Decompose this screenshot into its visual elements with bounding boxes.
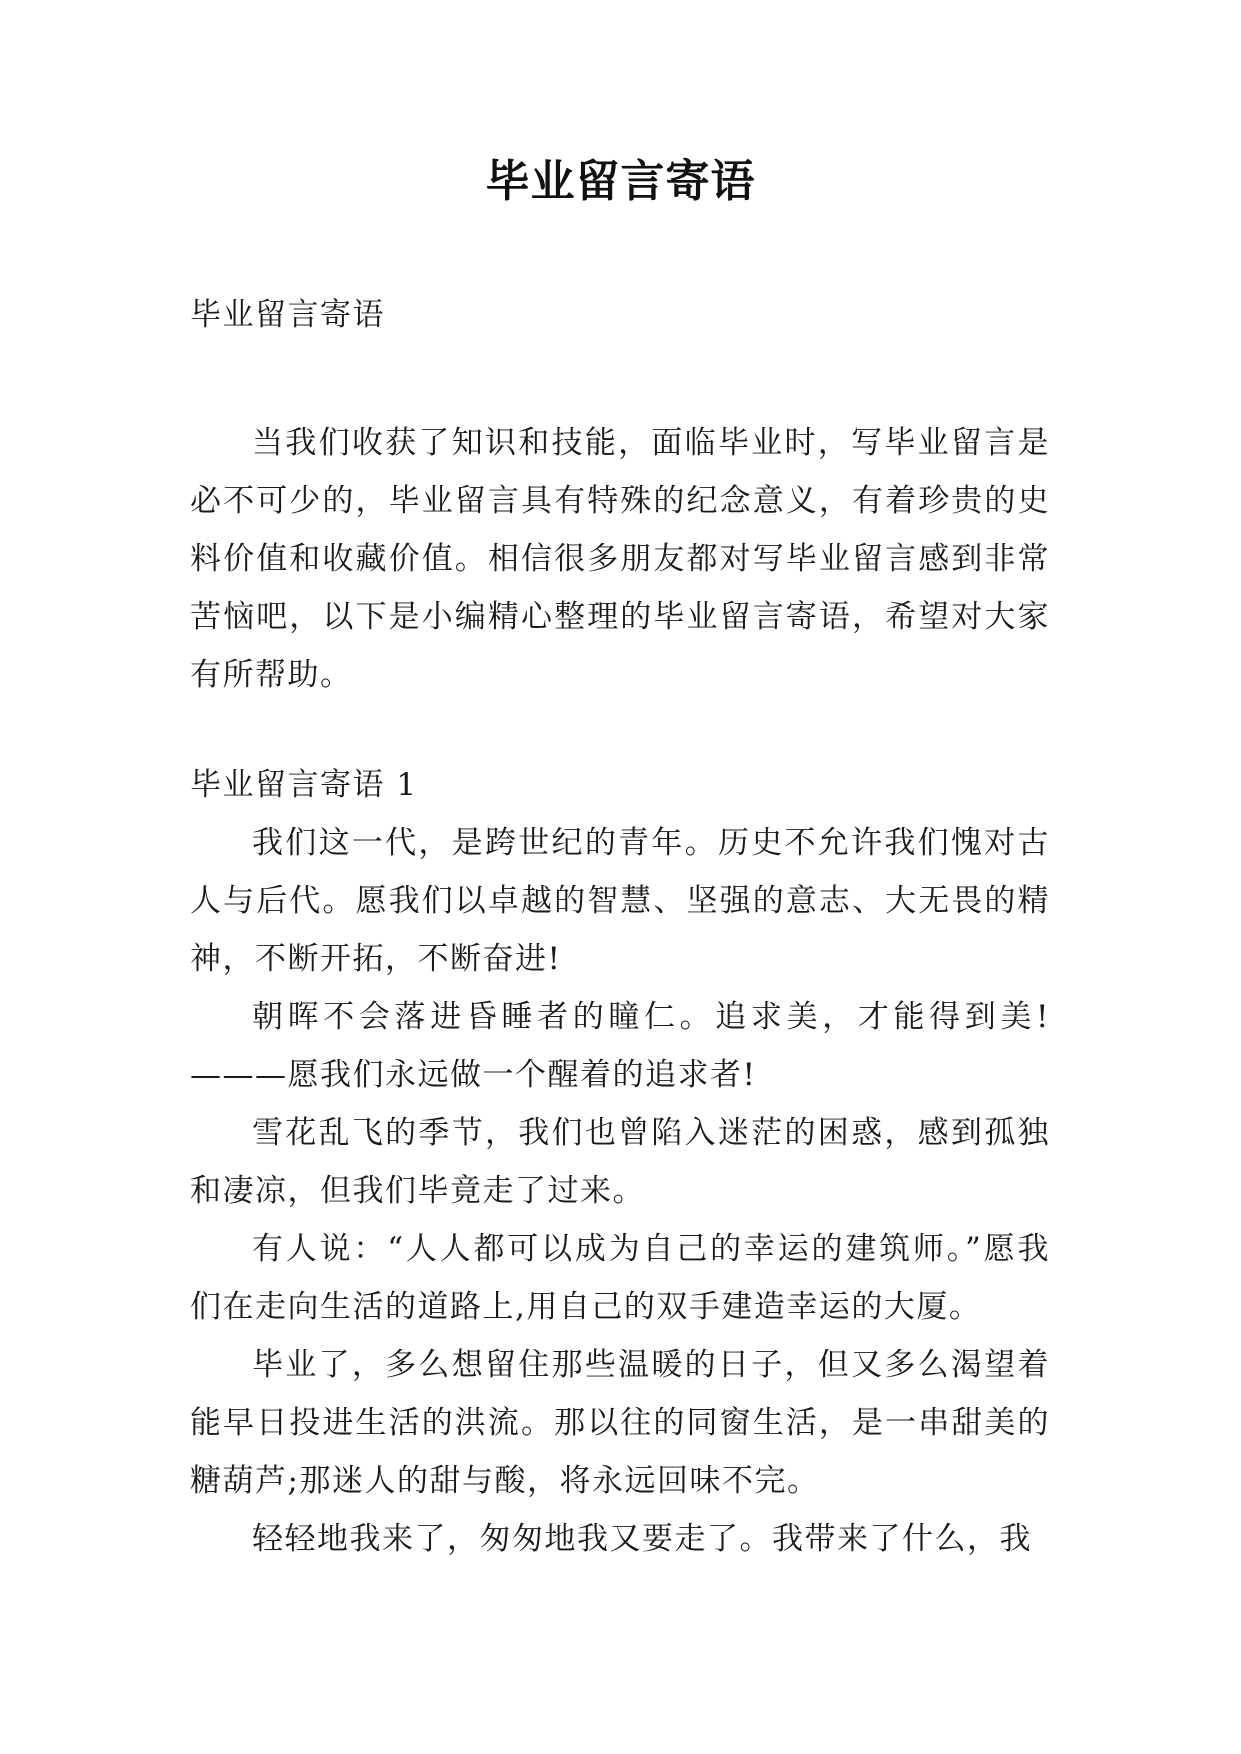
section-paragraph: 毕业了，多么想留住那些温暖的日子，但又多么渴望着能早日投进生活的洪流。那以往的同窗生活，是一串甜美的糖葫芦;那迷人的甜与酸，将永远回味不完。 xyxy=(190,1347,1050,1499)
section-paragraph: 有人说：“人人都可以成为自己的幸运的建筑师。”愿我们在走向生活的道路上,用自己的双手建造幸运的大厦。 xyxy=(190,1231,1050,1325)
section-paragraph: 朝晖不会落进昏睡者的瞳仁。追求美，才能得到美!———愿我们永远做一个醒着的追求者! xyxy=(190,999,1050,1093)
intro-paragraph: 当我们收获了知识和技能，面临毕业时，写毕业留言是必不可少的，毕业留言具有特殊的纪念意义，有着珍贵的史料价值和收藏价值。相信很多朋友都对写毕业留言感到非常苦恼吧，以下是小编精心整理的毕业留言寄语，希望对大家有所帮助。 xyxy=(190,425,1050,693)
document-title: 毕业留言寄语 xyxy=(485,156,756,207)
intro-section xyxy=(190,414,1050,704)
section-paragraph: 我们这一代，是跨世纪的青年。历史不允许我们愧对古人与后代。愿我们以卓越的智慧、坚强的意志、大无畏的精神，不断开拓，不断奋进! xyxy=(190,825,1050,977)
section-body xyxy=(190,814,1050,1568)
section-paragraph: 雪花乱飞的季节，我们也曾陷入迷茫的困惑，感到孤独和凄凉，但我们毕竟走了过来。 xyxy=(190,1115,1050,1209)
section-heading: 毕业留言寄语 1 xyxy=(190,767,418,803)
section-paragraph: 轻轻地我来了，匆匆地我又要走了。我带来了什么，我 xyxy=(252,1521,1032,1557)
document-subtitle: 毕业留言寄语 xyxy=(190,297,385,333)
